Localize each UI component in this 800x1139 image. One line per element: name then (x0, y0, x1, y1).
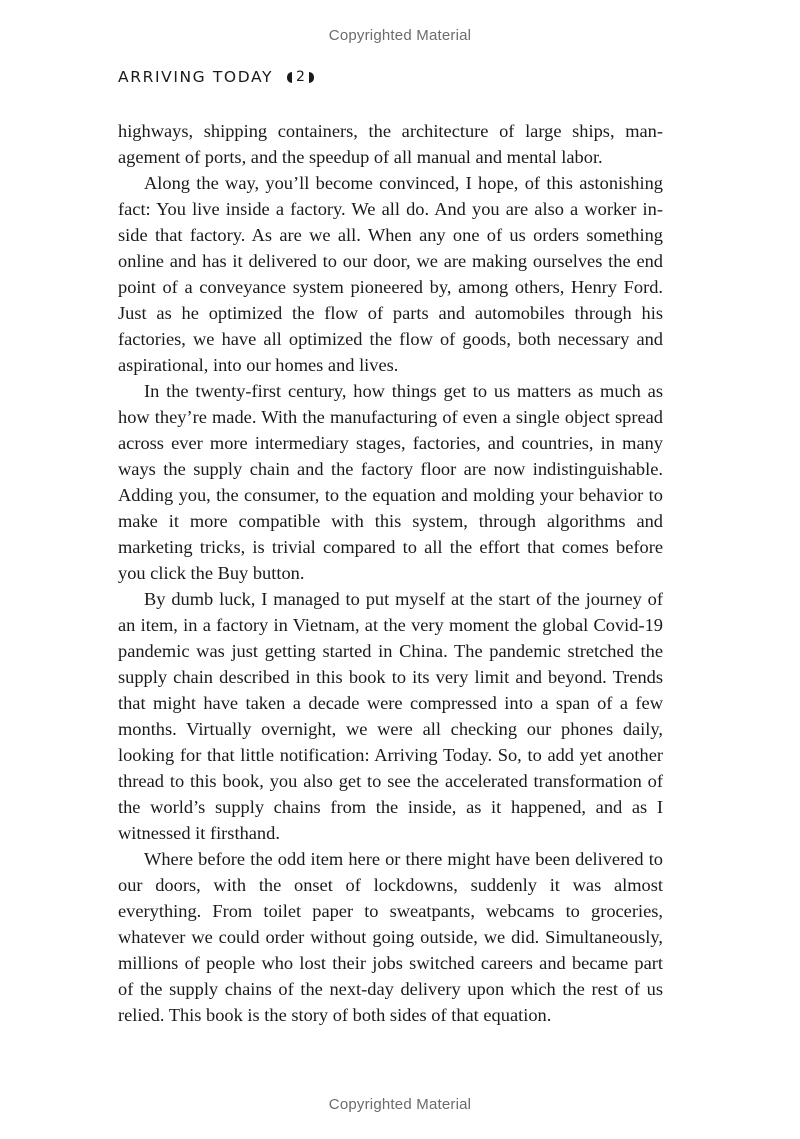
folio-right-bracket-icon (309, 72, 314, 83)
copyright-watermark-bottom: Copyrighted Material (328, 1096, 472, 1113)
copyright-watermark-top: Copyrighted Material (328, 27, 472, 44)
running-head (118, 68, 314, 86)
page-number: 2 (296, 69, 305, 85)
paragraph-continuation: highways, shipping containers, the architecture of large ships, management of ports, and the speedup of all manual and mental labor. (118, 121, 663, 167)
body-text (118, 118, 663, 1028)
page-folio (287, 69, 314, 85)
paragraph: In the twenty-first century, how things get to us matters as much as how they’re made. With the manufacturing of even a single object spread across ever more intermediary stages, factories, and countries, in many ways the supply chain and the factory floor are now indistinguishable. Adding you, the consumer, to the equation and molding your behavior to make it more compatible with this system, through algorithms and marketing tricks, is trivial compared to all the effort that comes before you click the Buy button. (118, 381, 663, 583)
paragraph: By dumb luck, I managed to put myself at the start of the journey of an item, in a factory in Vietnam, at the very moment the global Covid-19 pandemic was just getting started in China. The pandemic stretched the supply chain described in this book to its very limit and beyond. Trends that might have taken a decade were compressed into a span of a few months. Virtually overnight, we were all checking our phones daily, looking for that little notification: Arriving Today. So, to add yet another thread to this book, you also get to see the accelerated transformation of the world’s supply chains from the inside, as it happened, and as I witnessed it firsthand. (118, 589, 663, 843)
book-title: ARRIVING TODAY (118, 68, 274, 86)
paragraph: Where before the odd item here or there might have been delivered to our doors, with the onset of lockdowns, suddenly it was almost everything. From toilet paper to sweatpants, webcams to groceries, whatever we could order without going outside, we did. Simultaneously, millions of people who lost their jobs switched careers and became part of the supply chains of the next-day delivery upon which the rest of us relied. This book is the story of both sides of that equation. (118, 849, 663, 1025)
folio-left-bracket-icon (287, 72, 292, 83)
paragraph: Along the way, you’ll become convinced, I hope, of this astonishing fact: You live inside a factory. We all do. And you are also a worker inside that factory. As are we all. When any one of us orders something online and has it delivered to our door, we are making ourselves the end point of a conveyance system pioneered by, among others, Henry Ford. Just as he optimized the flow of parts and automobiles through his factories, we have all optimized the flow of goods, both necessary and aspirational, into our homes and lives. (118, 173, 663, 375)
